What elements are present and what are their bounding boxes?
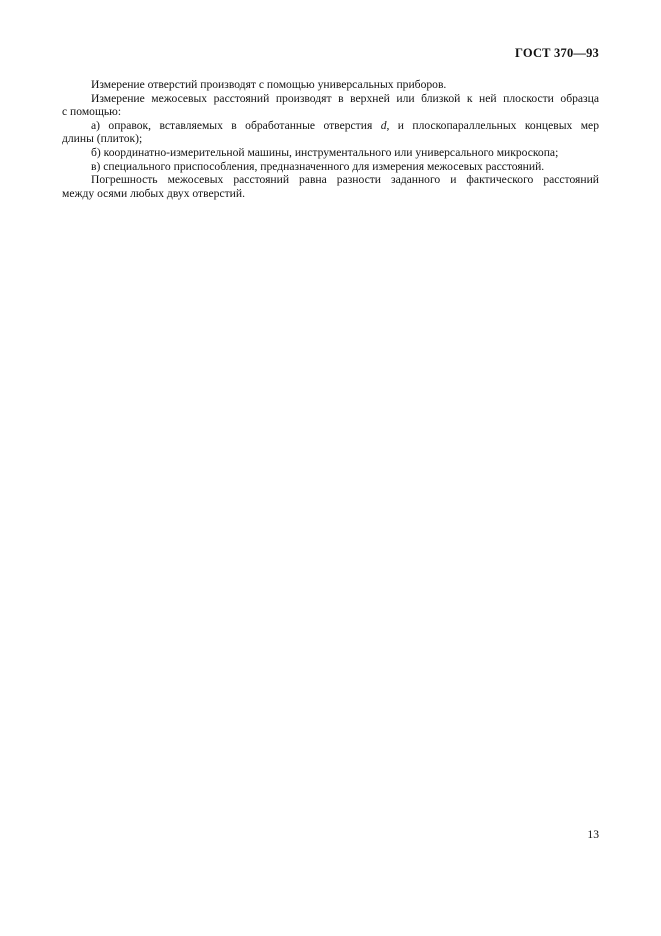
page-number: 13 (587, 828, 599, 841)
document-body (62, 78, 599, 200)
document-id-header: ГОСТ 370—93 (515, 46, 599, 60)
paragraph-holes-measurement: Измерение отверстий производят с помощью универсальных приборов. (91, 78, 447, 91)
list-item-a-line2: длины (плиток); (62, 132, 143, 146)
list-item-c: в) специального приспособления, предназначенного для измерения межосевых расстояний. (91, 159, 545, 173)
list-item-a-text-start: а) оправок, вставляемых в обработанные отверстия (91, 118, 381, 132)
paragraph-error-line1: Погрешность межосевых расстояний равна разности заданного и фактического расстояний (91, 173, 599, 187)
list-item-b: б) координатно-измерительной машины, инструментального или универсального микроскопа; (91, 145, 559, 159)
paragraph-center-distance-line2: с помощью: (62, 105, 122, 119)
paragraph-error-line2: между осями любых двух отверстий. (62, 186, 245, 200)
list-item-a-line1 (62, 119, 599, 133)
paragraph-center-distance-line1: Измерение межосевых расстояний производят в верхней или близкой к ней плоскости образца (91, 91, 599, 105)
list-item-a-text-end: и плоскопараллельных концевых мер (389, 118, 599, 132)
list-item-a-variable: d, (380, 118, 390, 132)
